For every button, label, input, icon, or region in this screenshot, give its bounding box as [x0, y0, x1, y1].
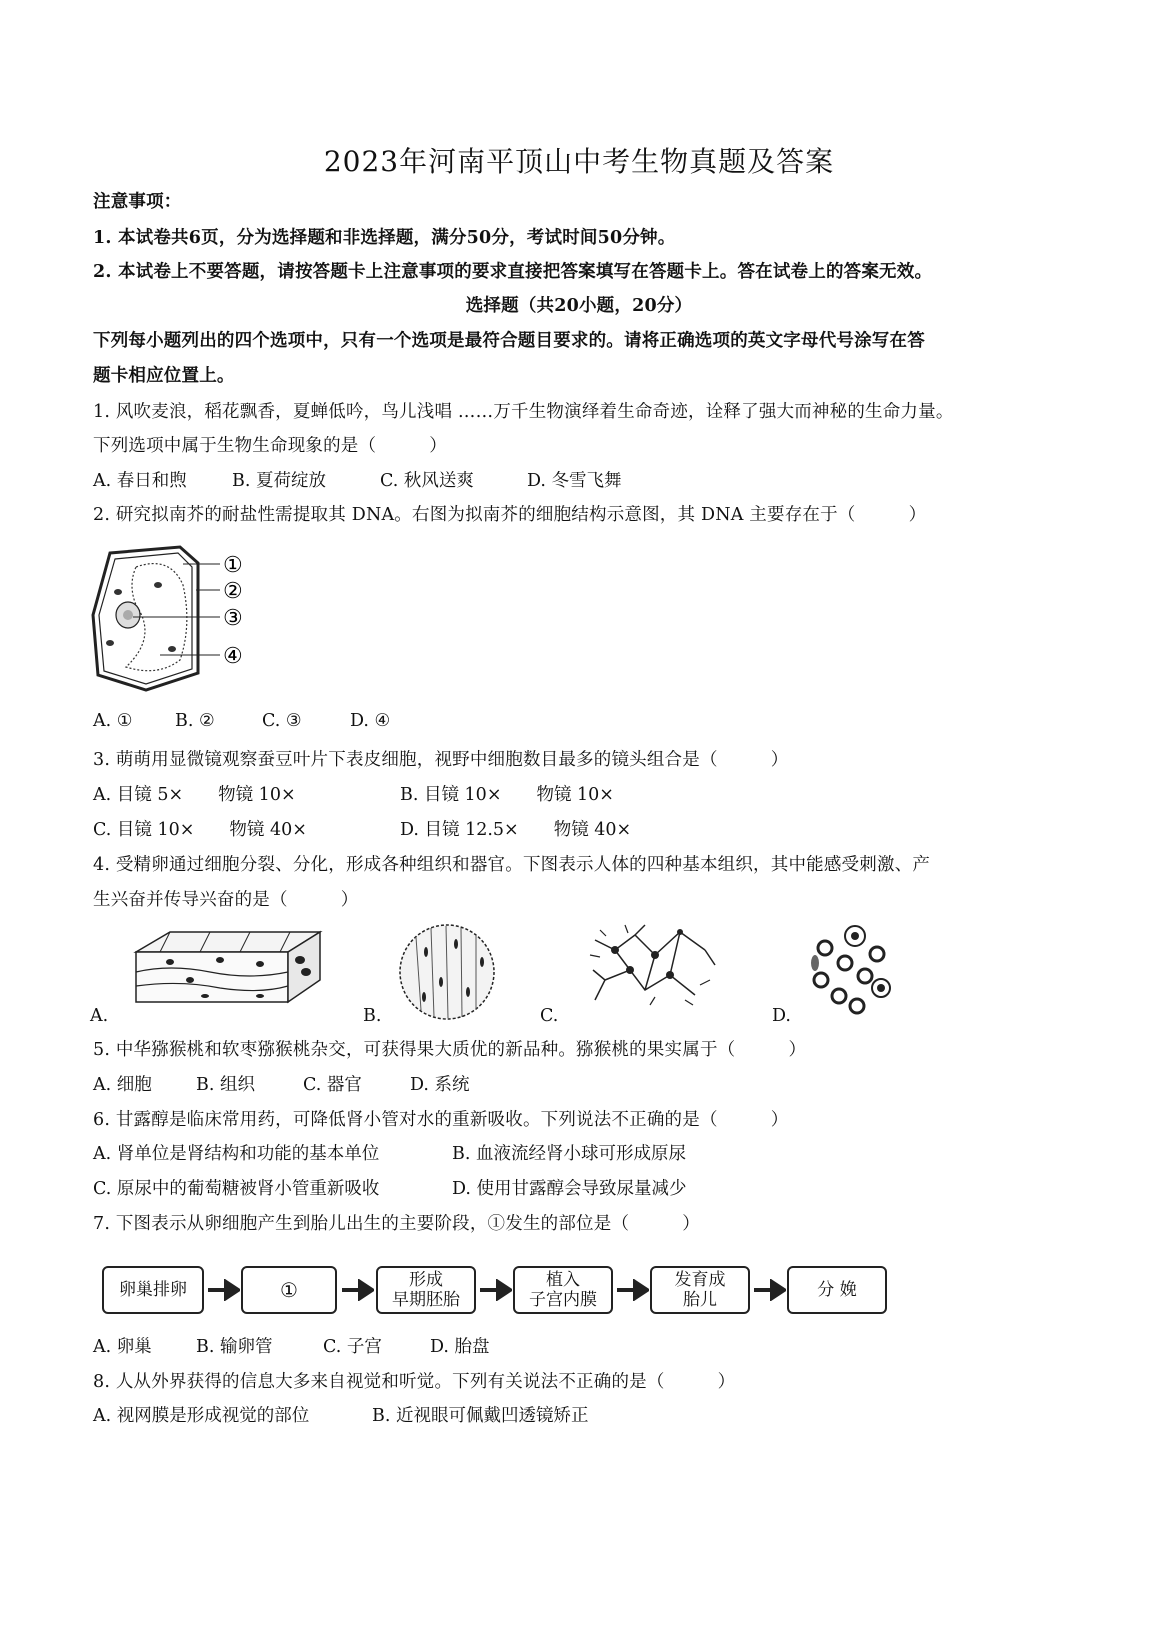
- flow-step-text: 胎儿: [683, 1290, 717, 1310]
- q3-option-a: A. 目镜 5× 物镜 10×: [93, 785, 296, 805]
- q4-option-c: C.: [540, 1006, 559, 1026]
- flow-step-implant: [513, 1266, 613, 1314]
- flow-step-text: ①: [280, 1278, 298, 1302]
- q4-option-a: A.: [90, 1006, 109, 1026]
- flow-step-text: 卵巢排卵: [119, 1280, 187, 1300]
- flow-step-embryo: [376, 1266, 476, 1314]
- flow-arrow-icon: [206, 1279, 240, 1301]
- q7-option-b: B. 输卵管: [196, 1337, 273, 1357]
- flow-arrow-icon: [478, 1279, 512, 1301]
- q1-option-c: C. 秋风送爽: [380, 471, 474, 491]
- q3-stem: 3. 萌萌用显微镜观察蚕豆叶片下表皮细胞，视野中细胞数目最多的镜头组合是（ ）: [93, 750, 789, 770]
- q6-option-b: B. 血液流经肾小球可形成原尿: [452, 1144, 686, 1164]
- q7-option-a: A. 卵巢: [93, 1337, 152, 1357]
- q2-option-a: A. ①: [93, 711, 133, 731]
- q7-option-c: C. 子宫: [323, 1337, 382, 1357]
- q4-stem: 4. 受精卵通过细胞分裂、分化，形成各种组织和器官。下图表示人体的四种基本组织，其中能感受刺激、产: [93, 855, 931, 875]
- section-instruction: 下列每小题列出的四个选项中，只有一个选项是最符合题目要求的。请将正确选项的英文字母代号涂写在答: [93, 331, 925, 351]
- notice-item-1: 1. 本试卷共6页，分为选择题和非选择题，满分50分，考试时间50分钟。: [93, 228, 676, 248]
- flow-step-text: 植入: [546, 1270, 580, 1290]
- epithelial-tissue-image: [130, 920, 325, 1010]
- flow-step-ovulation: [102, 1266, 204, 1314]
- flow-arrow-icon: [340, 1279, 374, 1301]
- q2-option-b: B. ②: [175, 711, 215, 731]
- q6-option-a: A. 肾单位是肾结构和功能的基本单位: [93, 1144, 380, 1164]
- q5-option-d: D. 系统: [410, 1075, 470, 1095]
- q5-option-b: B. 组织: [196, 1075, 255, 1095]
- flow-step-text: 发育成: [674, 1270, 726, 1290]
- q4-option-b: B.: [363, 1006, 382, 1026]
- q8-option-a: A. 视网膜是形成视觉的部位: [93, 1406, 310, 1426]
- flow-arrow-icon: [752, 1279, 786, 1301]
- connective-tissue-image: [805, 918, 897, 1018]
- cell-label-4: ④: [223, 644, 243, 669]
- notice-heading: 注意事项：: [93, 192, 182, 212]
- muscle-tissue-image: [396, 922, 498, 1022]
- flow-step-text: 形成: [409, 1270, 443, 1290]
- q1-option-a: A. 春日和煦: [93, 471, 187, 491]
- page-title: 2023年河南平顶山中考生物真题及答案: [323, 145, 835, 178]
- q8-stem: 8. 人从外界获得的信息大多来自视觉和听觉。下列有关说法不正确的是（ ）: [93, 1372, 736, 1392]
- section-instruction-cont: 题卡相应位置上。: [93, 366, 235, 386]
- notice-item-2: 2. 本试卷上不要答题，请按答题卡上注意事项的要求直接把答案填写在答题卡上。答在试卷上的答案无效。: [93, 262, 933, 282]
- flow-step-1: [241, 1266, 337, 1314]
- q1-stem: 1. 风吹麦浪，稻花飘香，夏蝉低吟，鸟儿浅唱 ……万千生物演绎着生命奇迹，诠释了强大而神秘的生命力量。: [93, 402, 954, 422]
- q6-stem: 6. 甘露醇是临床常用药，可降低肾小管对水的重新吸收。下列说法不正确的是（ ）: [93, 1110, 789, 1130]
- q7-stem: 7. 下图表示从卵细胞产生到胎儿出生的主要阶段，①发生的部位是（ ）: [93, 1214, 700, 1234]
- plant-cell-diagram: [88, 545, 263, 695]
- flow-step-delivery: [787, 1266, 887, 1314]
- cell-label-3: ③: [223, 606, 243, 631]
- q1-stem-cont: 下列选项中属于生物生命现象的是（ ）: [93, 436, 447, 456]
- flow-step-text: 子宫内膜: [529, 1290, 597, 1310]
- q6-option-c: C. 原尿中的葡萄糖被肾小管重新吸收: [93, 1179, 380, 1199]
- cell-label-1: ①: [223, 553, 243, 578]
- q4-option-d: D.: [772, 1006, 791, 1026]
- flow-arrow-icon: [615, 1279, 649, 1301]
- flow-step-text: 早期胚胎: [392, 1290, 460, 1310]
- q5-option-a: A. 细胞: [93, 1075, 152, 1095]
- q2-stem: 2. 研究拟南芥的耐盐性需提取其 DNA。右图为拟南芥的细胞结构示意图，其 DNA 主要存在于（ ）: [93, 505, 927, 525]
- q6-option-d: D. 使用甘露醇会导致尿量减少: [452, 1179, 687, 1199]
- q7-option-d: D. 胎盘: [430, 1337, 490, 1357]
- q1-option-d: D. 冬雪飞舞: [527, 471, 622, 491]
- q3-option-d: D. 目镜 12.5× 物镜 40×: [400, 820, 632, 840]
- nervous-tissue-image: [585, 920, 720, 1012]
- q1-option-b: B. 夏荷绽放: [232, 471, 326, 491]
- q5-stem: 5. 中华猕猴桃和软枣猕猴桃杂交，可获得果大质优的新品种。猕猴桃的果实属于（ ）: [93, 1040, 807, 1060]
- section-title: 选择题（共20小题，20分）: [465, 296, 693, 316]
- q2-option-c: C. ③: [262, 711, 302, 731]
- flow-step-text: 分 娩: [817, 1280, 857, 1300]
- q3-option-c: C. 目镜 10× 物镜 40×: [93, 820, 307, 840]
- flow-step-fetus: [650, 1266, 750, 1314]
- q5-option-c: C. 器官: [303, 1075, 362, 1095]
- q2-option-d: D. ④: [350, 711, 391, 731]
- cell-label-2: ②: [223, 579, 243, 604]
- q8-option-b: B. 近视眼可佩戴凹透镜矫正: [372, 1406, 589, 1426]
- q4-stem-cont: 生兴奋并传导兴奋的是（ ）: [93, 890, 359, 910]
- q3-option-b: B. 目镜 10× 物镜 10×: [400, 785, 614, 805]
